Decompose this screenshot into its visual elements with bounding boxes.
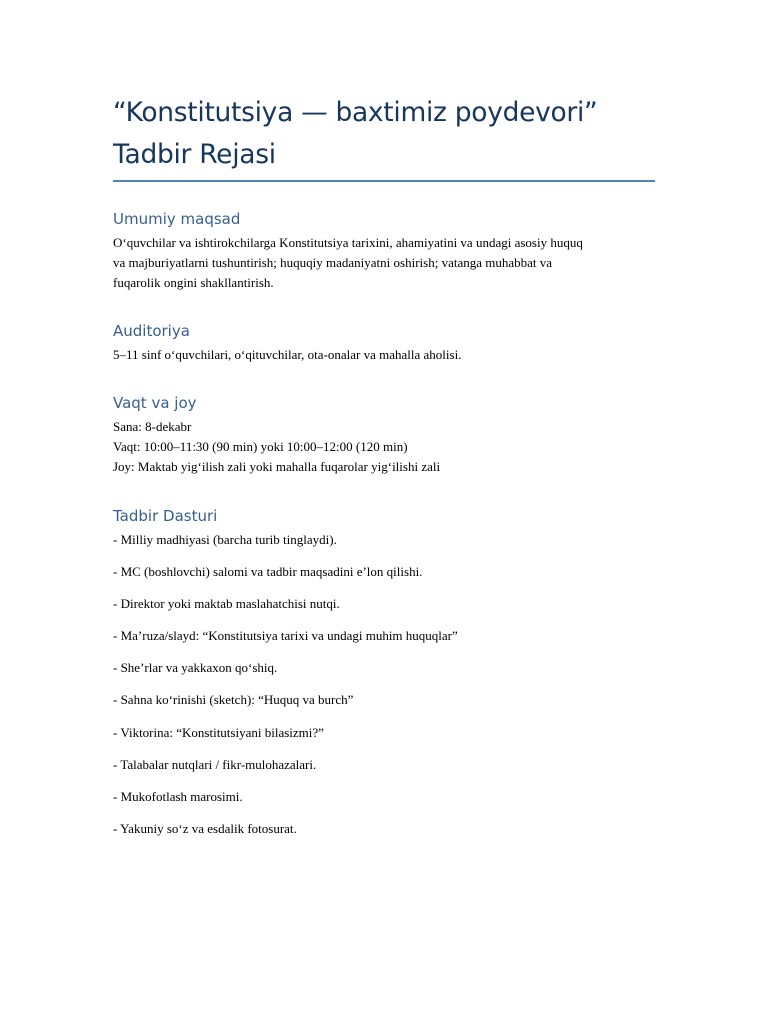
program-item: - Talabalar nutqlari / fikr-mulohazalari. [113,756,317,772]
title-divider [113,180,655,182]
section-program [113,506,655,839]
program-item: - Sahna ko‘rinishi (sketch): “Huquq va burch” [113,692,354,708]
program-item: - Direktor yoki maktab maslahatchisi nutqi. [113,596,340,612]
goal-line: O‘quvchilar va ishtirokchilarga Konstitutsiya tarixini, ahamiyatini va undagi asosiy huquq [113,235,583,250]
section-heading-program: Tadbir Dasturi [113,507,218,525]
time-line: Vaqt: 10:00–11:30 (90 min) yoki 10:00–12:00 (120 min) [113,439,408,454]
program-item: - She’rlar va yakkaxon qo‘shiq. [113,660,278,676]
section-heading-audience: Auditoriya [113,322,190,340]
program-item: - Yakuniy so‘z va esdalik fotosurat. [113,820,297,836]
place-line: Joy: Maktab yig‘ilish zali yoki mahalla fuqarolar yig‘ilishi zali [113,459,441,474]
goal-line: va majburiyatlarni tushuntirish; huquqiy madaniyatni oshirish; vatanga muhabbat va [113,255,553,270]
section-audience [113,321,655,365]
section-heading-goal: Umumiy maqsad [113,210,241,228]
program-item: - Viktorina: “Konstitutsiyani bilasizmi?” [113,724,324,740]
goal-paragraph [113,233,655,293]
goal-line: fuqarolik ongini shakllantirish. [113,275,274,290]
program-item: - MC (boshlovchi) salomi va tadbir maqsadini e’lon qilishi. [113,564,423,580]
date-line: Sana: 8-dekabr [113,419,192,434]
program-item: - Mukofotlash marosimi. [113,788,243,804]
audience-text: 5–11 sinf o‘quvchilari, o‘qituvchilar, ota-onalar va mahalla aholisi. [113,347,462,362]
title-line-1: “Konstitutsiya — baxtimiz poydevori” [113,97,598,128]
program-list [113,530,655,839]
time-place-details [113,417,655,477]
title-line-2: Tadbir Rejasi [113,139,276,170]
section-time-place [113,393,655,477]
document-page [113,92,655,851]
program-item: - Milliy madhiyasi (barcha turib tinglaydi). [113,532,337,547]
document-title [113,92,655,176]
section-goal [113,209,655,293]
section-heading-time-place: Vaqt va joy [113,394,197,412]
program-item: - Ma’ruza/slayd: “Konstitutsiya tarixi va undagi muhim huquqlar” [113,628,458,644]
